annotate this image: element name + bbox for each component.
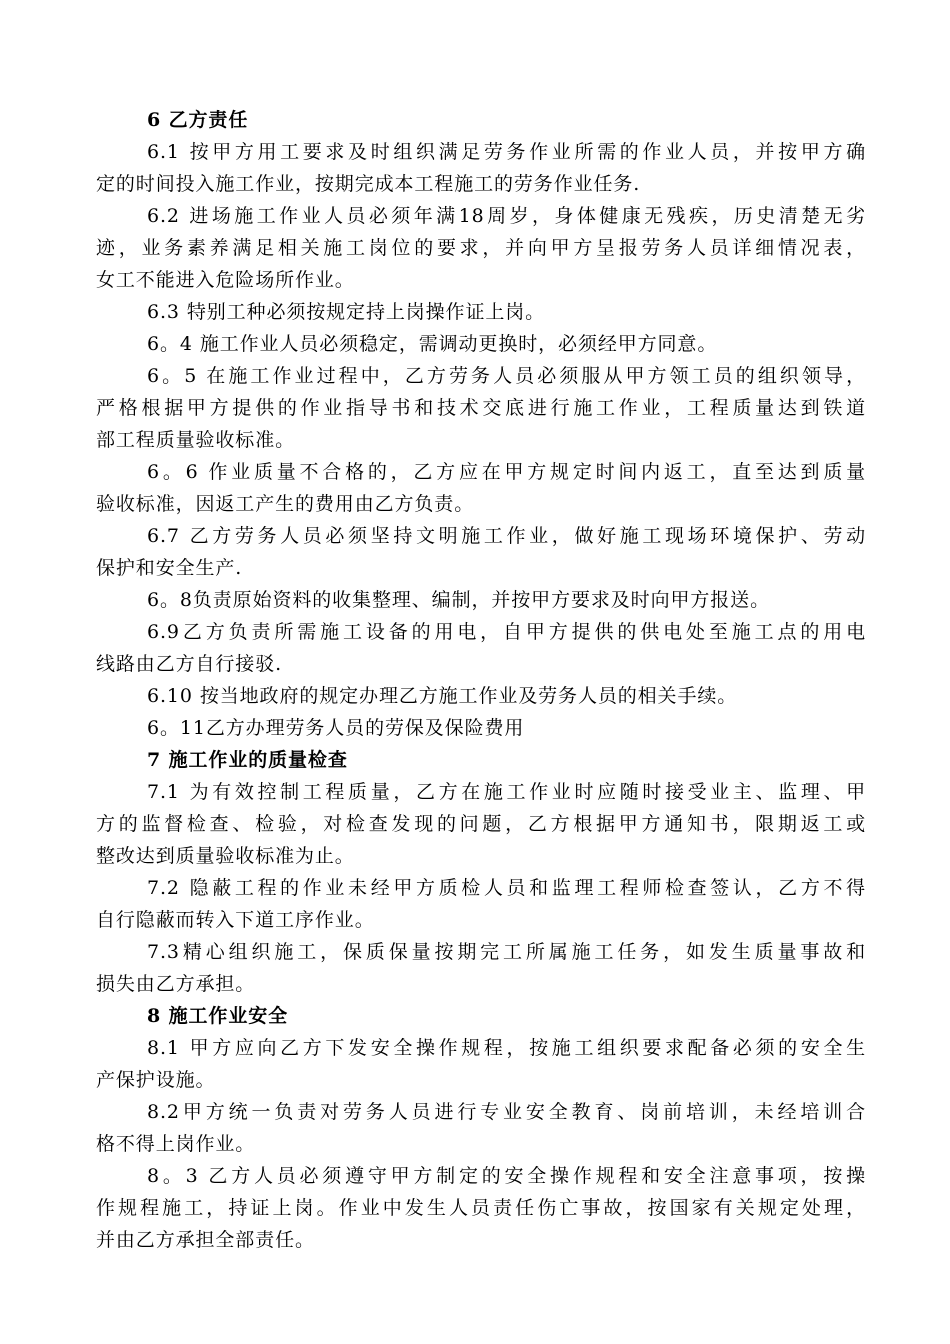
clause-paragraph: [96, 936, 866, 1000]
clause-paragraph: [96, 136, 866, 200]
paragraph-line: 7.2 隐蔽工程的作业未经甲方质检人员和监理工程师检查签认，乙方不得: [147, 877, 866, 899]
paragraph-line: 8.1 甲方应向乙方下发安全操作规程，按施工组织要求配备必须的安全生: [147, 1037, 866, 1059]
clause-paragraph: [96, 1096, 866, 1160]
paragraph-line: 7.3精心组织施工，保质保量按期完工所属施工任务，如发生质量事故和: [147, 941, 866, 963]
clause-paragraph: [96, 456, 866, 520]
paragraph-line: 保护和安全生产.: [96, 557, 243, 579]
paragraph-line: 6.7 乙方劳务人员必须坚持文明施工作业，做好施工现场环境保护、劳动: [147, 525, 866, 547]
paragraph-line: 6。6 作业质量不合格的，乙方应在甲方规定时间内返工，直至达到质量: [147, 461, 866, 483]
paragraph-line: 格不得上岗作业。: [96, 1133, 256, 1155]
paragraph-line: 8.2甲方统一负责对劳务人员进行专业安全教育、岗前培训，未经培训合: [147, 1101, 866, 1123]
paragraph-line: 产保护设施。: [96, 1069, 216, 1091]
paragraph-line: 6.1 按甲方用工要求及时组织满足劳务作业所需的作业人员，并按甲方确: [147, 141, 866, 163]
paragraph-line: 6。4 施工作业人员必须稳定，需调动更换时，必须经甲方同意。: [147, 333, 718, 355]
clause-paragraph: [96, 872, 866, 936]
section-heading: [96, 744, 866, 776]
paragraph-line: 8。3 乙方人员必须遵守甲方制定的安全操作规程和安全注意事项，按操: [147, 1165, 866, 1187]
heading-text: 7 施工作业的质量检查: [147, 749, 348, 771]
clause-paragraph: [96, 616, 866, 680]
clause-paragraph: [96, 328, 866, 360]
paragraph-line: 6。5 在施工作业过程中，乙方劳务人员必须服从甲方领工员的组织领导，: [147, 365, 866, 387]
clause-paragraph: [96, 520, 866, 584]
heading-text: 6 乙方责任: [147, 109, 249, 131]
paragraph-line: 7.1 为有效控制工程质量，乙方在施工作业时应随时接受业主、监理、甲: [147, 781, 866, 803]
paragraph-line: 6.2 进场施工作业人员必须年满18周岁，身体健康无残疾，历史清楚无劣: [147, 205, 866, 227]
clause-paragraph: [96, 776, 866, 872]
paragraph-line: 严格根据甲方提供的作业指导书和技术交底进行施工作业，工程质量达到铁道: [96, 397, 866, 419]
section-heading: [96, 104, 866, 136]
paragraph-line: 定的时间投入施工作业，按期完成本工程施工的劳务作业任务.: [96, 173, 641, 195]
paragraph-line: 验收标准，因返工产生的费用由乙方负责。: [96, 493, 475, 515]
paragraph-line: 6.10 按当地政府的规定办理乙方施工作业及劳务人员的相关手续。: [147, 685, 738, 707]
clause-paragraph: [96, 360, 866, 456]
paragraph-line: 自行隐蔽而转入下道工序作业。: [96, 909, 375, 931]
clause-paragraph: [96, 680, 866, 712]
section-heading: [96, 1000, 866, 1032]
clause-paragraph: [96, 200, 866, 296]
paragraph-line: 整改达到质量验收标准为止。: [96, 845, 355, 867]
paragraph-line: 部工程质量验收标准。: [96, 429, 296, 451]
paragraph-line: 线路由乙方自行接驳.: [96, 653, 283, 675]
paragraph-line: 6。8负责原始资料的收集整理、编制，并按甲方要求及时向甲方报送。: [147, 589, 770, 611]
clause-paragraph: [96, 584, 866, 616]
paragraph-line: 女工不能进入危险场所作业。: [96, 269, 355, 291]
paragraph-line: 作规程施工，持证上岗。作业中发生人员责任伤亡事故，按国家有关规定处理，: [96, 1197, 866, 1219]
paragraph-line: 方的监督检查、检验，对检查发现的问题，乙方根据甲方通知书，限期返工或: [96, 813, 866, 835]
clause-paragraph: [96, 1032, 866, 1096]
document-body: [96, 104, 866, 1256]
paragraph-line: 迹，业务素养满足相关施工岗位的要求，并向甲方呈报劳务人员详细情况表，: [96, 237, 866, 259]
paragraph-line: 6.3 特别工种必须按规定持上岗操作证上岗。: [147, 301, 546, 323]
heading-text: 8 施工作业安全: [147, 1005, 289, 1027]
paragraph-line: 6.9乙方负责所需施工设备的用电，自甲方提供的供电处至施工点的用电: [147, 621, 866, 643]
paragraph-line: 损失由乙方承担。: [96, 973, 256, 995]
paragraph-line: 并由乙方承担全部责任。: [96, 1229, 315, 1251]
clause-paragraph: [96, 712, 866, 744]
clause-paragraph: [96, 1160, 866, 1256]
paragraph-line: 6。11乙方办理劳务人员的劳保及保险费用: [147, 717, 525, 739]
clause-paragraph: [96, 296, 866, 328]
